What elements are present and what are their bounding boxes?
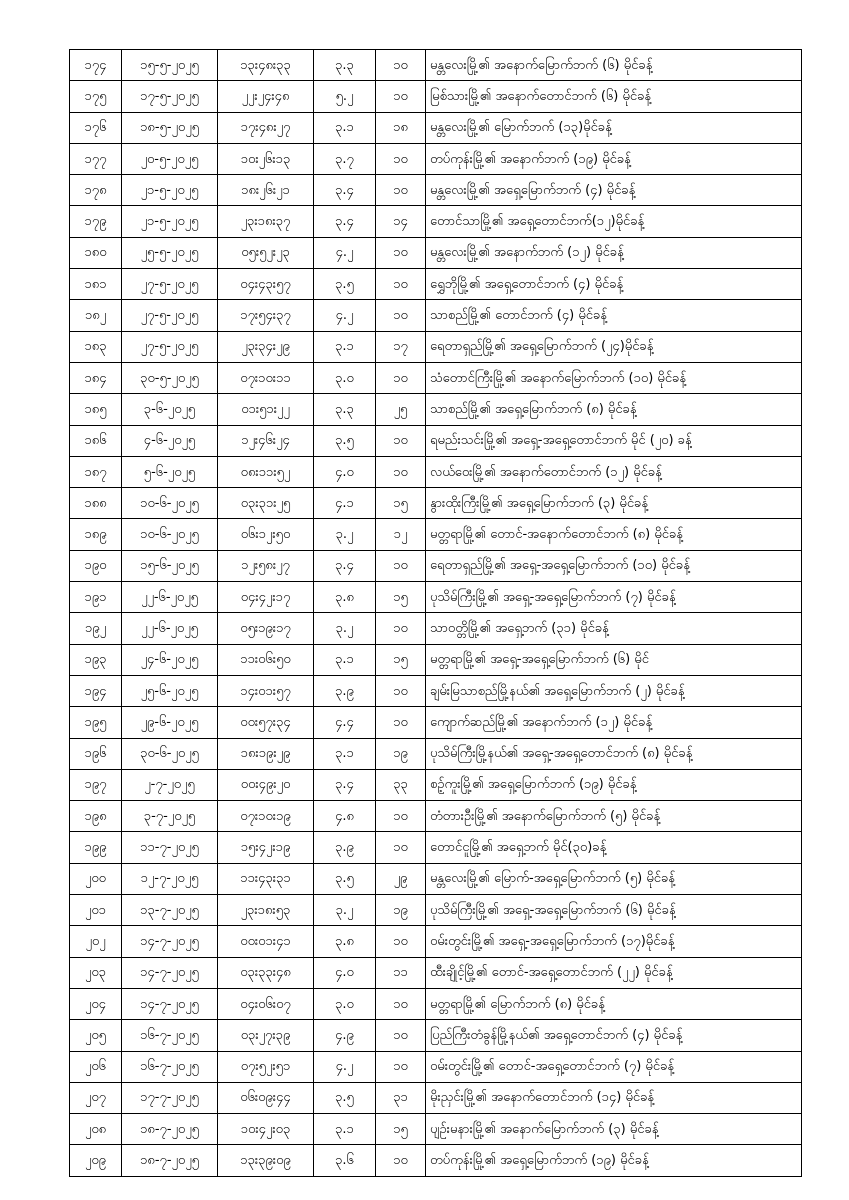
date-cell: ၁၇-၇-၂၀၂၅ [122, 1082, 218, 1113]
magnitude-cell: ၃.၅ [314, 425, 376, 456]
depth-cell: ၁၀ [376, 269, 426, 300]
location-cell: ထီးချိုင့်မြို့၏ တောင်-အရှေ့တောင်ဘက် (၂၂) မိုင်ခန့် [426, 957, 802, 988]
table-row [70, 988, 802, 1019]
magnitude-cell: ၃.၄ [314, 206, 376, 237]
magnitude-cell: ၃.၅ [314, 1082, 376, 1113]
magnitude-cell: ၃.၆ [314, 1145, 376, 1176]
depth-cell: ၁၀ [376, 425, 426, 456]
location-cell: ပျဉ်းမနားမြို့၏ အနောက်မြောက်ဘက် (၃) မိုင်ခန့် [426, 1114, 802, 1145]
table-row [70, 863, 802, 894]
location-cell: ပြည်ကြီးတံခွန်မြို့နယ်၏ အရှေ့တောင်ဘက် (၄) မိုင်ခန့် [426, 1020, 802, 1051]
time-cell: ၂၃း၃၄း၂၉ [218, 331, 314, 362]
date-cell: ၃-၆-၂၀၂၅ [122, 394, 218, 425]
date-cell: ၃၀-၆-၂၀၂၅ [122, 738, 218, 769]
depth-cell: ၁၀ [376, 550, 426, 581]
table-row [70, 957, 802, 988]
time-cell: ၁၁း၄၃း၃၁ [218, 863, 314, 894]
record-number-cell: ၂၀၄ [70, 988, 122, 1019]
record-number-cell: ၂၀၈ [70, 1114, 122, 1145]
date-cell: ၂၂-၆-၂၀၂၅ [122, 582, 218, 613]
time-cell: ၁၅း၄၂း၁၉ [218, 832, 314, 863]
date-cell: ၃-၇-၂၀၂၅ [122, 801, 218, 832]
depth-cell: ၁၀ [376, 1145, 426, 1176]
table-row [70, 1145, 802, 1176]
location-cell: တပ်ကုန်းမြို့၏ အရှေ့မြောက်ဘက် (၁၉) မိုင်ခန့် [426, 1145, 802, 1176]
table-row [70, 269, 802, 300]
depth-cell: ၁၄ [376, 206, 426, 237]
date-cell: ၂၇-၅-၂၀၂၅ [122, 269, 218, 300]
record-number-cell: ၂၀၁ [70, 895, 122, 926]
location-cell: ဝမ်းတွင်းမြို့၏ အရှေ့-အရှေ့မြောက်ဘက် (၁၇)မိုင်ခန့် [426, 926, 802, 957]
date-cell: ၂၅-၅-၂၀၂၅ [122, 237, 218, 268]
record-number-cell: ၂၀၂ [70, 926, 122, 957]
magnitude-cell: ၃.၇ [314, 143, 376, 174]
location-cell: သာဝတ္တိမြို့၏ အရှေ့ဘက် (၃၁) မိုင်ခန့် [426, 613, 802, 644]
location-cell: မန္တလေးမြို့၏ အနောက်မြောက်ဘက် (၆) မိုင်ခန့် [426, 50, 802, 81]
depth-cell: ၁၀ [376, 50, 426, 81]
table-row [70, 394, 802, 425]
location-cell: တောင်သာမြို့၏ အရှေ့တောင်ဘက်(၁၂)မိုင်ခန့် [426, 206, 802, 237]
table-row [70, 895, 802, 926]
magnitude-cell: ၃.၅ [314, 863, 376, 894]
time-cell: ၁၀း၄၂း၀၃ [218, 1114, 314, 1145]
magnitude-cell: ၄.၂ [314, 300, 376, 331]
magnitude-cell: ၃.၁ [314, 644, 376, 675]
location-cell: မတ္တရာမြို့၏ မြောက်ဘက် (၈) မိုင်ခန့် [426, 988, 802, 1019]
location-cell: ရွှေဘိုမြို့၏ အရှေ့တောင်ဘက် (၄) မိုင်ခန့် [426, 269, 802, 300]
date-cell: ၁၆-၇-၂၀၂၅ [122, 1051, 218, 1082]
magnitude-cell: ၃.၁ [314, 1114, 376, 1145]
date-cell: ၁၇-၅-၂၀၂၅ [122, 81, 218, 112]
record-number-cell: ၁၇၄ [70, 50, 122, 81]
record-number-cell: ၂၀၃ [70, 957, 122, 988]
location-cell: ပုသိမ်ကြီးမြို့၏ အရှေ့-အရှေ့မြောက်ဘက် (၆) မိုင်ခန့် [426, 895, 802, 926]
depth-cell: ၂၉ [376, 863, 426, 894]
location-cell: တောင်ငူမြို့၏ အရှေ့ဘက် မိုင်(၃၀)ခန့် [426, 832, 802, 863]
date-cell: ၂၁-၅-၂၀၂၅ [122, 175, 218, 206]
date-cell: ၁၆-၇-၂၀၂၅ [122, 1020, 218, 1051]
depth-cell: ၃၁ [376, 1082, 426, 1113]
location-cell: မန္တလေးမြို့၏ အရှေ့မြောက်ဘက် (၄) မိုင်ခန့် [426, 175, 802, 206]
date-cell: ၁၂-၇-၂၀၂၅ [122, 863, 218, 894]
time-cell: ၀၆း၁၂း၅၀ [218, 519, 314, 550]
time-cell: ၁၀း၂၆း၁၃ [218, 143, 314, 174]
record-number-cell: ၁၈၃ [70, 331, 122, 362]
table-row [70, 1114, 802, 1145]
record-number-cell: ၁၉၆ [70, 738, 122, 769]
location-cell: မြစ်သားမြို့၏ အနောက်တောင်ဘက် (၆) မိုင်ခန့် [426, 81, 802, 112]
record-number-cell: ၂၀၆ [70, 1051, 122, 1082]
time-cell: ၀၇း၁၀း၁၉ [218, 801, 314, 832]
location-cell: မန္တလေးမြို့၏ မြောက်ဘက် (၁၃)မိုင်ခန့် [426, 112, 802, 143]
depth-cell: ၁၈ [376, 112, 426, 143]
time-cell: ၀၈း၁၁း၅၂ [218, 456, 314, 487]
time-cell: ၂၂း၂၄း၄၈ [218, 81, 314, 112]
date-cell: ၂၂-၆-၂၀၂၅ [122, 613, 218, 644]
location-cell: သံတောင်ကြီးမြို့၏ အနောက်မြောက်ဘက် (၁၀) မိုင်ခန့် [426, 362, 802, 393]
record-number-cell: ၁၉၄ [70, 675, 122, 706]
depth-cell: ၁၀ [376, 613, 426, 644]
date-cell: ၁၈-၇-၂၀၂၅ [122, 1145, 218, 1176]
record-number-cell: ၁၉၈ [70, 801, 122, 832]
record-number-cell: ၁၈၈ [70, 488, 122, 519]
location-cell: ရေတာရှည်မြို့၏ အရှေ့မြောက်ဘက် (၂၄)မိုင်ခန့် [426, 331, 802, 362]
table-row [70, 362, 802, 393]
date-cell: ၄-၆-၂၀၂၅ [122, 425, 218, 456]
date-cell: ၃၀-၅-၂၀၂၅ [122, 362, 218, 393]
magnitude-cell: ၃.၂ [314, 895, 376, 926]
date-cell: ၂-၇-၂၀၂၅ [122, 769, 218, 800]
depth-cell: ၁၉ [376, 738, 426, 769]
table-row [70, 206, 802, 237]
magnitude-cell: ၄.၀ [314, 957, 376, 988]
table-row [70, 300, 802, 331]
table-row [70, 769, 802, 800]
time-cell: ၂၃း၁၈း၅၃ [218, 895, 314, 926]
magnitude-cell: ၃.၂ [314, 613, 376, 644]
depth-cell: ၁၂ [376, 519, 426, 550]
depth-cell: ၁၀ [376, 675, 426, 706]
location-cell: မန္တလေးမြို့၏ မြောက်-အရှေ့မြောက်ဘက် (၅) မိုင်ခန့် [426, 863, 802, 894]
magnitude-cell: ၃.၂ [314, 519, 376, 550]
depth-cell: ၂၅ [376, 394, 426, 425]
record-number-cell: ၁၉၂ [70, 613, 122, 644]
location-cell: မန္တလေးမြို့၏ အနောက်ဘက် (၁၂) မိုင်ခန့် [426, 237, 802, 268]
record-number-cell: ၂၀၇ [70, 1082, 122, 1113]
time-cell: ၀၅း၁၉း၁၇ [218, 613, 314, 644]
table-row [70, 331, 802, 362]
date-cell: ၂၉-၆-၂၀၂၅ [122, 707, 218, 738]
location-cell: ဝမ်းတွင်းမြို့၏ တောင်-အရှေ့တောင်ဘက် (၇) မိုင်ခန့် [426, 1051, 802, 1082]
magnitude-cell: ၄.၈ [314, 801, 376, 832]
magnitude-cell: ၃.၀ [314, 362, 376, 393]
time-cell: ၁၇း၅၄း၃၇ [218, 300, 314, 331]
table-row [70, 1051, 802, 1082]
magnitude-cell: ၃.၄ [314, 175, 376, 206]
record-number-cell: ၁၈၁ [70, 269, 122, 300]
date-cell: ၂၄-၆-၂၀၂၅ [122, 644, 218, 675]
depth-cell: ၁၇ [376, 331, 426, 362]
location-cell: မိုးညှင်းမြို့၏ အနောက်တောင်ဘက် (၁၄) မိုင်ခန့် [426, 1082, 802, 1113]
magnitude-cell: ၃.၀ [314, 988, 376, 1019]
depth-cell: ၁၉ [376, 895, 426, 926]
magnitude-cell: ၄.၉ [314, 1020, 376, 1051]
magnitude-cell: ၃.၁ [314, 738, 376, 769]
magnitude-cell: ၄.၀ [314, 456, 376, 487]
depth-cell: ၁၀ [376, 832, 426, 863]
table-row [70, 237, 802, 268]
date-cell: ၂၇-၅-၂၀၂၅ [122, 300, 218, 331]
time-cell: ၀၄း၀၆း၀၇ [218, 988, 314, 1019]
table-row [70, 81, 802, 112]
record-number-cell: ၁၉၃ [70, 644, 122, 675]
table-row [70, 707, 802, 738]
magnitude-cell: ၃.၉ [314, 675, 376, 706]
record-number-cell: ၁၈၄ [70, 362, 122, 393]
location-cell: စဉ့်ကူးမြို့၏ အရှေ့မြောက်ဘက် (၁၉) မိုင်ခန့် [426, 769, 802, 800]
depth-cell: ၁၀ [376, 143, 426, 174]
record-number-cell: ၁၈၅ [70, 394, 122, 425]
depth-cell: ၁၀ [376, 801, 426, 832]
time-cell: ၂၃း၁၈း၃၇ [218, 206, 314, 237]
depth-cell: ၁၀ [376, 300, 426, 331]
location-cell: သာစည်မြို့၏ တောင်ဘက် (၄) မိုင်ခန့် [426, 300, 802, 331]
record-number-cell: ၁၉၇ [70, 769, 122, 800]
table-row [70, 112, 802, 143]
time-cell: ၁၃း၄၈း၃၃ [218, 50, 314, 81]
date-cell: ၅-၆-၂၀၂၅ [122, 456, 218, 487]
time-cell: ၁၇း၄၈း၂၇ [218, 112, 314, 143]
location-cell: လယ်ဝေးမြို့၏ အနောက်တောင်ဘက် (၁၂) မိုင်ခန့် [426, 456, 802, 487]
date-cell: ၁၀-၆-၂၀၂၅ [122, 519, 218, 550]
table-row [70, 926, 802, 957]
table-row [70, 143, 802, 174]
magnitude-cell: ၃.၃ [314, 50, 376, 81]
date-cell: ၁၄-၇-၂၀၂၅ [122, 957, 218, 988]
depth-cell: ၁၀ [376, 237, 426, 268]
date-cell: ၁၈-၇-၂၀၂၅ [122, 1114, 218, 1145]
time-cell: ၁၈း၂၆း၂၁ [218, 175, 314, 206]
location-cell: မတ္တရာမြို့၏ တောင်-အနောက်တောင်ဘက် (၈) မိုင်ခန့် [426, 519, 802, 550]
earthquake-records-table [69, 49, 802, 1177]
table-row [70, 644, 802, 675]
time-cell: ၁၈း၁၉း၂၉ [218, 738, 314, 769]
depth-cell: ၁၅ [376, 644, 426, 675]
depth-cell: ၁၅ [376, 582, 426, 613]
magnitude-cell: ၃.၉ [314, 832, 376, 863]
magnitude-cell: ၃.၈ [314, 926, 376, 957]
record-number-cell: ၁၉၀ [70, 550, 122, 581]
time-cell: ၀၇း၁၀း၁၁ [218, 362, 314, 393]
record-number-cell: ၁၈၀ [70, 237, 122, 268]
table-row [70, 488, 802, 519]
record-number-cell: ၁၉၁ [70, 582, 122, 613]
date-cell: ၂၁-၅-၂၀၂၅ [122, 206, 218, 237]
depth-cell: ၁၅ [376, 1114, 426, 1145]
time-cell: ၀၀း၅၇း၃၄ [218, 707, 314, 738]
record-number-cell: ၁၇၉ [70, 206, 122, 237]
date-cell: ၁၀-၆-၂၀၂၅ [122, 488, 218, 519]
location-cell: ကျောက်ဆည်မြို့၏ အနောက်ဘက် (၁၂) မိုင်ခန့် [426, 707, 802, 738]
depth-cell: ၁၀ [376, 456, 426, 487]
date-cell: ၁၅-၆-၂၀၂၅ [122, 550, 218, 581]
time-cell: ၀၃း၂၇း၃၉ [218, 1020, 314, 1051]
record-number-cell: ၁၈၂ [70, 300, 122, 331]
time-cell: ၀၃း၃၁း၂၅ [218, 488, 314, 519]
depth-cell: ၁၀ [376, 1020, 426, 1051]
table-row [70, 582, 802, 613]
location-cell: သာစည်မြို့၏ အရှေ့မြောက်ဘက် (၈) မိုင်ခန့် [426, 394, 802, 425]
table-row [70, 832, 802, 863]
table-row [70, 613, 802, 644]
record-number-cell: ၁၇၇ [70, 143, 122, 174]
location-cell: ပုသိမ်ကြီးမြို့၏ အရှေ့-အရှေ့မြောက်ဘက် (၇) မိုင်ခန့် [426, 582, 802, 613]
table-row [70, 456, 802, 487]
time-cell: ၁၃း၃၉း၀၉ [218, 1145, 314, 1176]
table-row [70, 1082, 802, 1113]
time-cell: ၁၁း၀၆း၅၀ [218, 644, 314, 675]
table-row [70, 519, 802, 550]
time-cell: ၁၄း၀၁း၅၇ [218, 675, 314, 706]
location-cell: ရေတာရှည်မြို့၏ အရှေ့-အရှေ့မြောက်ဘက် (၁၀) မိုင်ခန့် [426, 550, 802, 581]
table-row [70, 1020, 802, 1051]
location-cell: ရမည်းသင်းမြို့၏ အရှေ့-အရှေ့တောင်ဘက် မိုင် (၂၀) ခန့် [426, 425, 802, 456]
time-cell: ၀၅း၅၂း၂၃ [218, 237, 314, 268]
record-number-cell: ၁၇၅ [70, 81, 122, 112]
depth-cell: ၁၀ [376, 926, 426, 957]
date-cell: ၁၃-၇-၂၀၂၅ [122, 895, 218, 926]
magnitude-cell: ၃.၅ [314, 269, 376, 300]
record-number-cell: ၁၉၅ [70, 707, 122, 738]
date-cell: ၂၅-၆-၂၀၂၅ [122, 675, 218, 706]
time-cell: ၁၂း၅၈း၂၇ [218, 550, 314, 581]
depth-cell: ၁၅ [376, 488, 426, 519]
table-row [70, 425, 802, 456]
location-cell: ချမ်းမြသာစည်မြို့နယ်၏ အရှေ့မြောက်ဘက် (၂) မိုင်ခန့် [426, 675, 802, 706]
time-cell: ၀၄း၄၃း၅၇ [218, 269, 314, 300]
depth-cell: ၁၀ [376, 81, 426, 112]
magnitude-cell: ၃.၄ [314, 550, 376, 581]
location-cell: မတ္တရာမြို့၏ အရှေ့-အရှေ့မြောက်ဘက် (၆) မိုင် [426, 644, 802, 675]
table-row [70, 550, 802, 581]
time-cell: ၀၃း၃၃း၄၈ [218, 957, 314, 988]
depth-cell: ၁၀ [376, 1051, 426, 1082]
time-cell: ၀၆း၀၉း၄၄ [218, 1082, 314, 1113]
depth-cell: ၁၀ [376, 175, 426, 206]
location-cell: နွားထိုးကြီးမြို့၏ အရှေ့မြောက်ဘက် (၃) မိုင်ခန့် [426, 488, 802, 519]
record-number-cell: ၁၈၉ [70, 519, 122, 550]
time-cell: ၀၀း၀၁း၄၁ [218, 926, 314, 957]
table-row [70, 50, 802, 81]
magnitude-cell: ၄.၂ [314, 237, 376, 268]
date-cell: ၂၇-၅-၂၀၂၅ [122, 331, 218, 362]
record-number-cell: ၂၀၉ [70, 1145, 122, 1176]
time-cell: ၁၂း၄၆း၂၄ [218, 425, 314, 456]
record-number-cell: ၁၈၇ [70, 456, 122, 487]
date-cell: ၁၈-၅-၂၀၂၅ [122, 112, 218, 143]
depth-cell: ၁၀ [376, 707, 426, 738]
table-row [70, 801, 802, 832]
time-cell: ၀၇း၅၂း၅၁ [218, 1051, 314, 1082]
magnitude-cell: ၅.၂ [314, 81, 376, 112]
record-number-cell: ၂၀၀ [70, 863, 122, 894]
magnitude-cell: ၃.၈ [314, 582, 376, 613]
date-cell: ၂၀-၅-၂၀၂၅ [122, 143, 218, 174]
depth-cell: ၃၃ [376, 769, 426, 800]
date-cell: ၁၄-၇-၂၀၂၅ [122, 926, 218, 957]
table-row [70, 738, 802, 769]
date-cell: ၁၅-၅-၂၀၂၅ [122, 50, 218, 81]
location-cell: တပ်ကုန်းမြို့၏ အနောက်ဘက် (၁၉) မိုင်ခန့် [426, 143, 802, 174]
magnitude-cell: ၃.၃ [314, 394, 376, 425]
depth-cell: ၁၀ [376, 988, 426, 1019]
depth-cell: ၁၀ [376, 362, 426, 393]
record-number-cell: ၂၀၅ [70, 1020, 122, 1051]
magnitude-cell: ၄.၁ [314, 488, 376, 519]
time-cell: ၀၀း၄၉း၂၀ [218, 769, 314, 800]
record-number-cell: ၁၇၈ [70, 175, 122, 206]
table-body [70, 50, 802, 1177]
magnitude-cell: ၃.၁ [314, 112, 376, 143]
table-row [70, 675, 802, 706]
record-number-cell: ၁၉၉ [70, 832, 122, 863]
magnitude-cell: ၄.၄ [314, 707, 376, 738]
location-cell: တံတားဦးမြို့၏ အနောက်မြောက်ဘက် (၅) မိုင်ခန့် [426, 801, 802, 832]
magnitude-cell: ၃.၄ [314, 769, 376, 800]
time-cell: ၀၁း၅၁း၂၂ [218, 394, 314, 425]
record-number-cell: ၁၈၆ [70, 425, 122, 456]
magnitude-cell: ၃.၁ [314, 331, 376, 362]
date-cell: ၁၁-၇-၂၀၂၅ [122, 832, 218, 863]
magnitude-cell: ၄.၂ [314, 1051, 376, 1082]
depth-cell: ၁၁ [376, 957, 426, 988]
date-cell: ၁၄-၇-၂၀၂၅ [122, 988, 218, 1019]
location-cell: ပုသိမ်ကြီးမြို့နယ်၏ အရှေ့-အရှေ့တောင်ဘက် (၈) မိုင်ခန့် [426, 738, 802, 769]
record-number-cell: ၁၇၆ [70, 112, 122, 143]
table-row [70, 175, 802, 206]
time-cell: ၀၄း၄၂း၁၇ [218, 582, 314, 613]
